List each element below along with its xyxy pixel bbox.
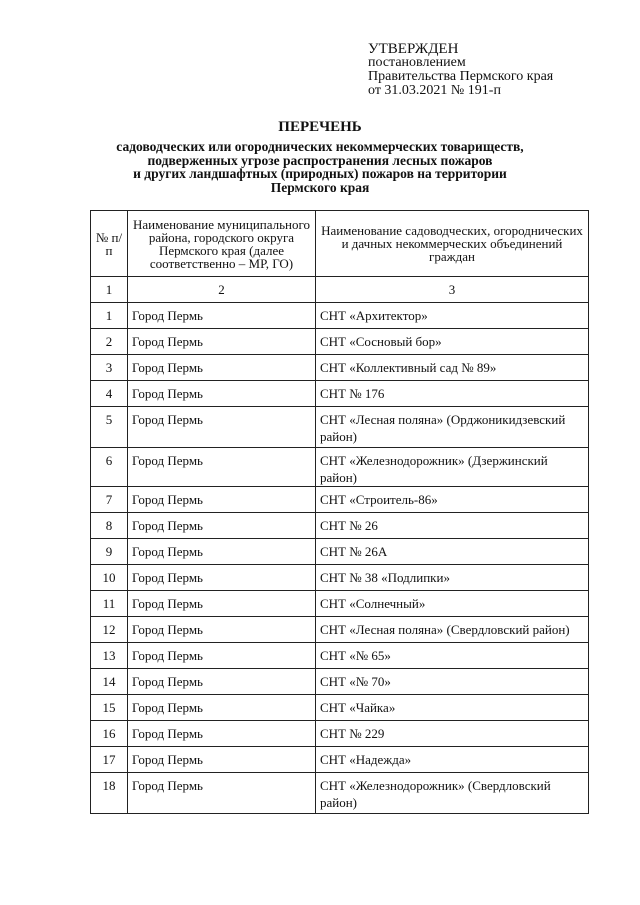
row-district: Город Пермь	[128, 695, 316, 721]
table-row	[91, 773, 589, 814]
approval-line: постановлением	[368, 55, 466, 70]
row-district: Город Пермь	[128, 329, 316, 355]
row-district: Город Пермь	[128, 513, 316, 539]
approval-stamp	[368, 42, 618, 98]
approval-heading: УТВЕРЖДЕН	[368, 41, 459, 57]
row-organization: СНТ «Архитектор»	[316, 303, 589, 329]
row-number: 2	[91, 329, 128, 355]
row-organization: СНТ № 176	[316, 381, 589, 407]
table-row	[91, 381, 589, 407]
row-organization: СНТ № 26А	[316, 539, 589, 565]
row-district: Город Пермь	[128, 591, 316, 617]
row-organization: СНТ № 26	[316, 513, 589, 539]
title-subtitle-line: и других ландшафтных (природных) пожаров на территории	[133, 166, 507, 181]
row-district: Город Пермь	[128, 407, 316, 448]
table-row	[91, 643, 589, 669]
table-row	[91, 617, 589, 643]
row-number: 5	[91, 407, 128, 448]
table-row	[91, 721, 589, 747]
row-district: Город Пермь	[128, 565, 316, 591]
column-number-row	[91, 277, 589, 303]
approval-line: Правительства Пермского края	[368, 69, 554, 84]
table-row	[91, 695, 589, 721]
table-row	[91, 539, 589, 565]
row-number: 16	[91, 721, 128, 747]
row-number: 9	[91, 539, 128, 565]
row-organization: СНТ «№ 70»	[316, 669, 589, 695]
row-organization: СНТ «Сосновый бор»	[316, 329, 589, 355]
header-district: Наименование муниципального района, городского округа Пермского края (далее соответственно – МР, ГО)	[128, 211, 316, 277]
column-number: 2	[128, 277, 316, 303]
title-main: ПЕРЕЧЕНЬ	[278, 119, 362, 135]
row-number: 12	[91, 617, 128, 643]
row-number: 18	[91, 773, 128, 814]
row-number: 8	[91, 513, 128, 539]
row-district: Город Пермь	[128, 448, 316, 487]
table-row	[91, 303, 589, 329]
header-number: № п/п	[91, 211, 128, 277]
title-subtitle-line: садоводческих или огороднических некоммерческих товариществ,	[116, 139, 524, 154]
column-number: 1	[91, 277, 128, 303]
row-organization: СНТ «№ 65»	[316, 643, 589, 669]
title-subtitle-line: подверженных угрозе распространения лесных пожаров	[147, 152, 493, 168]
table-row	[91, 407, 589, 448]
row-organization: СНТ «Строитель-86»	[316, 487, 589, 513]
row-district: Город Пермь	[128, 355, 316, 381]
column-number: 3	[316, 277, 589, 303]
table-row	[91, 513, 589, 539]
row-district: Город Пермь	[128, 381, 316, 407]
row-district: Город Пермь	[128, 773, 316, 814]
row-district: Город Пермь	[128, 747, 316, 773]
row-number: 10	[91, 565, 128, 591]
row-number: 3	[91, 355, 128, 381]
row-number: 7	[91, 487, 128, 513]
header-organization: Наименование садоводческих, огороднических и дачных некоммерческих объединений граждан	[316, 211, 589, 277]
row-number: 14	[91, 669, 128, 695]
table-header-row	[91, 211, 589, 277]
table-row	[91, 448, 589, 487]
row-number: 11	[91, 591, 128, 617]
row-district: Город Пермь	[128, 721, 316, 747]
table-row	[91, 355, 589, 381]
snt-table	[90, 210, 589, 814]
title-subtitle-line: Пермского края	[270, 179, 370, 195]
table-row	[91, 747, 589, 773]
row-organization: СНТ «Лесная поляна» (Свердловский район)	[316, 617, 589, 643]
row-organization: СНТ «Чайка»	[316, 695, 589, 721]
row-number: 17	[91, 747, 128, 773]
row-organization: СНТ «Железнодорожник» (Дзержинский район)	[316, 448, 589, 487]
row-district: Город Пермь	[128, 617, 316, 643]
row-number: 15	[91, 695, 128, 721]
row-number: 1	[91, 303, 128, 329]
row-number: 6	[91, 448, 128, 487]
document-title	[60, 118, 580, 194]
row-organization: СНТ «Железнодорожник» (Свердловский район)	[316, 773, 589, 814]
row-district: Город Пермь	[128, 539, 316, 565]
row-number: 13	[91, 643, 128, 669]
row-organization: СНТ «Надежда»	[316, 747, 589, 773]
row-organization: СНТ «Солнечный»	[316, 591, 589, 617]
row-number: 4	[91, 381, 128, 407]
row-district: Город Пермь	[128, 669, 316, 695]
row-district: Город Пермь	[128, 487, 316, 513]
approval-date: от 31.03.2021 № 191-п	[368, 83, 501, 98]
row-organization: СНТ № 38 «Подлипки»	[316, 565, 589, 591]
row-organization: СНТ № 229	[316, 721, 589, 747]
table-row	[91, 591, 589, 617]
row-district: Город Пермь	[128, 303, 316, 329]
table-row	[91, 329, 589, 355]
table-row	[91, 669, 589, 695]
table-row	[91, 487, 589, 513]
row-district: Город Пермь	[128, 643, 316, 669]
row-organization: СНТ «Коллективный сад № 89»	[316, 355, 589, 381]
row-organization: СНТ «Лесная поляна» (Орджоникидзевский район)	[316, 407, 589, 448]
table-row	[91, 565, 589, 591]
